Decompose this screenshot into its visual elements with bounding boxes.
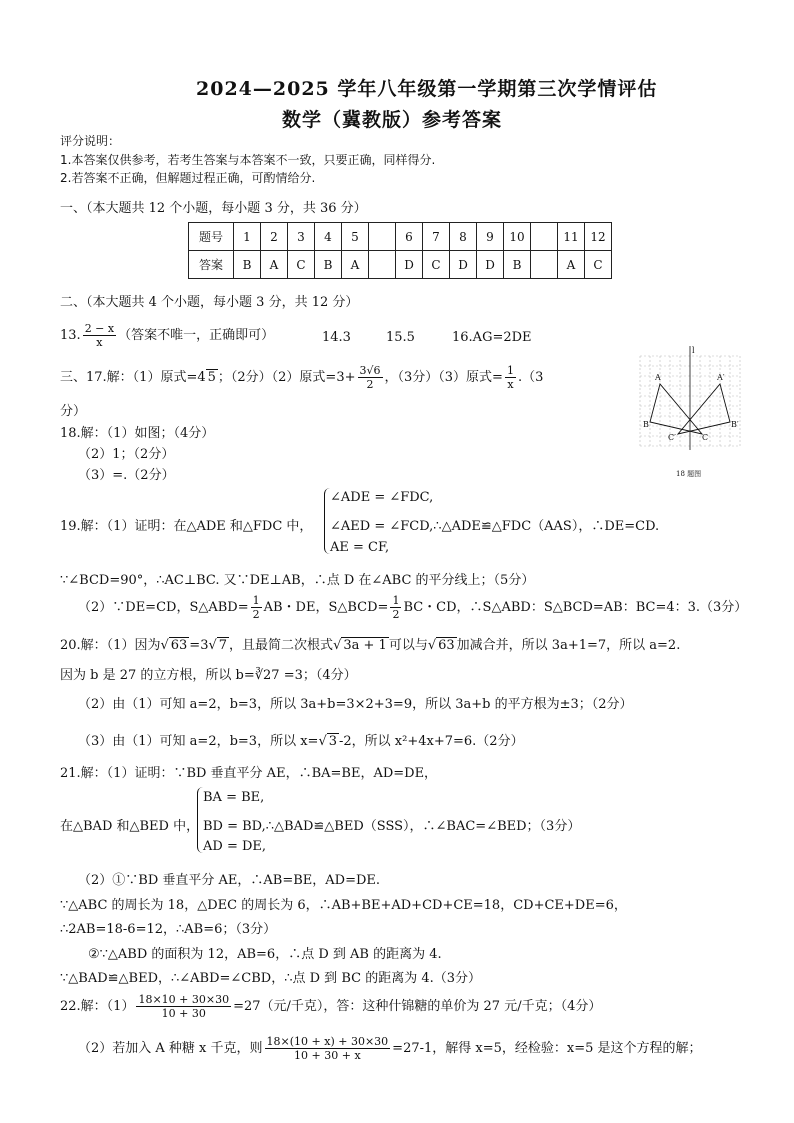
q21-line1: 21.解：（1）证明：∵BD 垂直平分 AE，∴BA=BE，AD=DE，: [60, 766, 438, 781]
q17-part2: ；（2分）（2）原式=3+: [217, 370, 356, 385]
q22-line1: [60, 993, 601, 1020]
q17-fraction: [358, 364, 383, 391]
q18-line1: 18.解：（1）如图；（4分）: [60, 426, 215, 441]
fraction-numerator: 1: [392, 594, 400, 607]
text: ，且最简二次根式: [229, 638, 334, 653]
q13-line: [60, 322, 274, 349]
triangle-abc: [650, 384, 702, 434]
table-cell: B: [315, 251, 342, 279]
table-cell: B: [504, 251, 531, 279]
page-title: 2024—2025 学年八年级第一学期第三次学情评估: [196, 78, 658, 100]
fraction-numerator: 3√6: [359, 364, 381, 377]
label-a-prime: A′: [717, 373, 725, 382]
q19-part2: AB・DE，S△BCD=: [263, 600, 389, 615]
q20-line3: （2）由（1）可知 a=2，b=3，所以 3a+b=3×2+3=9，所以 3a+b 的平方根为±3；（2分）: [78, 697, 633, 712]
table-row: [189, 223, 612, 251]
fraction-denominator: 2: [366, 378, 374, 391]
text: 20.解：（1）因为: [60, 638, 161, 653]
table-cell: 8: [450, 223, 477, 251]
sqrt-radicand: 63: [438, 638, 455, 653]
row-label: 题号: [189, 223, 234, 251]
table-cell: 1: [234, 223, 261, 251]
q19-cond3: AE = CF,: [330, 540, 390, 555]
q22-line2: [78, 1035, 702, 1062]
q13-fraction: [83, 322, 116, 349]
fraction-denominator: x: [96, 336, 103, 349]
table-cell: C: [288, 251, 315, 279]
table-cell: B: [234, 251, 261, 279]
table-cell: [531, 251, 558, 279]
q22-fraction-2: [265, 1035, 391, 1062]
row-label: 答案: [189, 251, 234, 279]
sqrt-radicand: 3: [328, 734, 338, 749]
q17-part4: .（3: [517, 370, 544, 385]
table-cell: [369, 223, 396, 251]
text: -2，所以 x²+4x+7=6.（2分）: [339, 734, 524, 749]
q17-fraction-2: [505, 364, 516, 391]
fraction-denominator: 2: [392, 608, 400, 621]
half-fraction-2: [390, 594, 401, 621]
q21-line7: ∴2AB=18-6=12，∴AB=6；（3分）: [60, 922, 277, 937]
table-cell: 9: [477, 223, 504, 251]
q19-part1: （2）∵DE=CD，S△ABD=: [78, 600, 249, 615]
sqrt-radicand: 7: [218, 638, 228, 653]
half-fraction: [251, 594, 262, 621]
table-cell: 3: [288, 223, 315, 251]
fraction-denominator: 2: [252, 608, 260, 621]
table-cell: D: [396, 251, 423, 279]
table-cell: C: [423, 251, 450, 279]
table-cell: 5: [342, 223, 369, 251]
note-1: 1.本答案仅供参考，若考生答案与本答案不一致，只要正确，同样得分.: [60, 153, 436, 167]
fraction-denominator: 10 + 30: [161, 1007, 206, 1020]
table-cell: D: [450, 251, 477, 279]
text: =27-1，解得 x=5，经检验：x=5 是这个方程的解；: [392, 1041, 702, 1056]
page-subtitle: 数学（冀教版）参考答案: [282, 109, 503, 131]
q18-line2: （2）1；（2分）: [78, 447, 175, 462]
q14-answer: 14.3: [322, 330, 351, 345]
q21-cond1: BA = BE,: [203, 790, 265, 805]
table-cell: 7: [423, 223, 450, 251]
figure-caption: 18 题图: [676, 470, 702, 478]
table-cell: 2: [261, 223, 288, 251]
label-l: l: [692, 346, 695, 355]
q20-line2: 因为 b 是 27 的立方根，所以 b=∛27 =3；（4分）: [60, 668, 357, 683]
sqrt-radicand: 3a + 1: [343, 638, 387, 653]
fraction-numerator: 1: [506, 364, 514, 377]
fraction-denominator: 10 + 30 + x: [294, 1049, 361, 1062]
table-cell: 10: [504, 223, 531, 251]
fraction-numerator: 18×(10 + x) + 30×30: [266, 1035, 389, 1048]
table-cell: 12: [585, 223, 612, 251]
table-cell: [531, 223, 558, 251]
table-row: [189, 251, 612, 279]
q21-line8: ②∵△ABD 的面积为 12，AB=6，∴点 D 到 AB 的距离为 4.: [88, 947, 442, 962]
q20-line4: （3）由（1）可知 a=2，b=3，所以 x=√ 3 -2，所以 x²+4x+7=6.（2分）: [78, 734, 524, 749]
q17-continued: 分）: [60, 404, 87, 419]
q22-fraction-1: [136, 993, 231, 1020]
fraction-numerator: 18×10 + 30×30: [138, 993, 230, 1006]
text: 加减合并，所以 3a+1=7，所以 a=2.: [456, 638, 681, 653]
table-cell: D: [477, 251, 504, 279]
sqrt-radicand: 5: [207, 370, 216, 385]
q21-cond2: BD = BD,∴△BAD≌△BED（SSS），∴∠BAC=∠BED；（3分）: [203, 819, 581, 834]
table-cell: 4: [315, 223, 342, 251]
text: 可以与: [388, 638, 428, 653]
section1-heading: 一、（本大题共 12 个小题，每小题 3 分，共 36 分）: [60, 201, 367, 216]
q16-answer: 16.AG=2DE: [452, 330, 532, 345]
label-a: A: [655, 373, 661, 382]
label-b-prime: B′: [731, 420, 739, 429]
q15-answer: 15.5: [386, 330, 415, 345]
table-cell: 6: [396, 223, 423, 251]
fraction-numerator: 1: [252, 594, 260, 607]
q19-line5: [78, 594, 747, 621]
table-cell: A: [261, 251, 288, 279]
fraction-denominator: x: [507, 378, 514, 391]
q21-cond3: AD = DE,: [203, 839, 267, 854]
sqrt-radicand: 63: [170, 638, 188, 653]
q18-figure: [636, 344, 742, 484]
label-c-prime: C′: [668, 433, 676, 442]
text: =3: [189, 638, 209, 653]
label-c: C: [702, 433, 709, 442]
q20-line1: 20.解：（1）因为√ 63 =3√ 7 ，且最简二次根式√ 3a + 1 可以与√ 63 加减合并，所以 3a+1=7，所以 a=2.: [60, 638, 681, 653]
triangle-a2b2c2: [678, 384, 730, 434]
label-b: B: [643, 420, 649, 429]
table-cell: [369, 251, 396, 279]
text: （3）由（1）可知 a=2，b=3，所以 x=: [78, 734, 319, 749]
q13-note: （答案不唯一，正确即可）: [118, 328, 275, 343]
fraction-numerator: 2 − x: [84, 322, 115, 335]
q18-line3: （3）=.（2分）: [78, 468, 175, 483]
q13-number: 13.: [60, 328, 81, 343]
q21-line6: ∵△ABC 的周长为 18，△DEC 的周长为 6，∴AB+BE+AD+CD+CE=18，CD+CE+DE=6，: [60, 898, 627, 913]
table-cell: A: [342, 251, 369, 279]
notes-heading: 评分说明：: [60, 134, 121, 148]
q19-cond2: ∠AED = ∠FCD,∴△ADE≌△FDC（AAS），∴DE=CD.: [330, 519, 660, 534]
q19-part3: BC・CD，∴S△ABD：S△BCD=AB：BC=4：3.（3分）: [403, 600, 748, 615]
text: （2）若加入 A 种糖 x 千克，则: [78, 1041, 263, 1056]
q19-line4: ∵∠BCD=90°，∴AC⊥BC. 又∵DE⊥AB，∴点 D 在∠ABC 的平分线上；（5分）: [60, 573, 535, 588]
note-2: 2.若答案不正确，但解题过程正确，可酌情给分.: [60, 171, 316, 185]
q21-intro: 在△BAD 和△BED 中，: [60, 819, 200, 834]
answer-table: [188, 222, 612, 279]
q17-part3: ，（3分）（3）原式=: [384, 370, 503, 385]
section2-heading: 二、（本大题共 4 个小题，每小题 3 分，共 12 分）: [60, 295, 359, 310]
q17-part1: 三、17.解：（1）原式=4: [60, 370, 206, 385]
text: =27（元/千克），答：这种什锦糖的单价为 27 元/千克；（4分）: [233, 999, 602, 1014]
q19-cond1: ∠ADE = ∠FDC,: [330, 490, 434, 505]
q17-line: [60, 364, 543, 391]
table-cell: C: [585, 251, 612, 279]
q21-line9: ∵△BAD≌△BED，∴∠ABD=∠CBD，∴点 D 到 BC 的距离为 4.（3分）: [60, 971, 481, 986]
table-cell: A: [558, 251, 585, 279]
q19-intro: 19.解：（1）证明：在△ADE 和△FDC 中，: [60, 519, 313, 534]
table-cell: 11: [558, 223, 585, 251]
text: 22.解：（1）: [60, 999, 135, 1014]
q21-line5: （2）①∵BD 垂直平分 AE，∴AB=BE，AD=DE.: [78, 873, 381, 888]
